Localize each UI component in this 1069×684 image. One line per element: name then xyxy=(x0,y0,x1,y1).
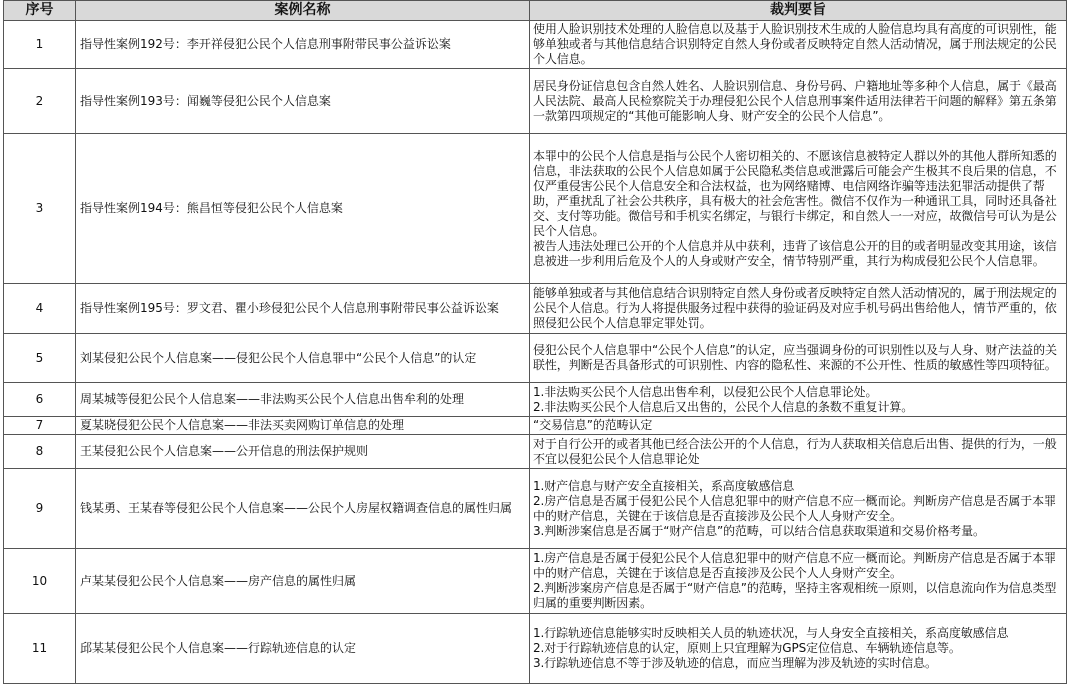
row-number: 6 xyxy=(4,383,76,417)
row-number: 10 xyxy=(4,549,76,614)
row-number: 8 xyxy=(4,435,76,469)
ruling-text: 居民身份证信息包含自然人姓名、人脸识别信息、身份号码、户籍地址等多种个人信息，属于《最高人民法院、最高人民检察院关于办理侵犯公民个人信息刑事案件适用法律若干问题的解释》第五条第一款第四项规定的“其他可能影响人身、财产安全的公民个人信息”。 xyxy=(530,69,1067,134)
ruling-text: 对于自行公开的或者其他已经合法公开的个人信息，行为人获取相关信息后出售、提供的行为，一般不宜以侵犯公民个人信息罪论处 xyxy=(530,435,1067,469)
table-row xyxy=(4,21,1067,69)
case-name: 卢某某侵犯公民个人信息案——房产信息的属性归属 xyxy=(76,549,530,614)
row-number: 2 xyxy=(4,69,76,134)
case-name: 夏某晓侵犯公民个人信息案——非法买卖网购订单信息的处理 xyxy=(76,417,530,435)
ruling-text: 1.财产信息与财产安全直接相关，系高度敏感信息 2.房产信息是否属于侵犯公民个人信息犯罪中的财产信息不应一概而论。判断房产信息是否属于本罪中的财产信息，关键在于该信息是否直接涉及公民个人人身财产安全。 3.判断涉案信息是否属于“财产信息”的范畴，可以结合信息获取渠道和交易价格考量。 xyxy=(530,469,1067,549)
case-name: 指导性案例195号：罗文君、瞿小珍侵犯公民个人信息刑事附带民事公益诉讼案 xyxy=(76,284,530,334)
case-name: 邱某某侵犯公民个人信息案——行踪轨迹信息的认定 xyxy=(76,614,530,684)
table-row xyxy=(4,334,1067,383)
case-name: 王某侵犯公民个人信息案——公开信息的刑法保护规则 xyxy=(76,435,530,469)
table-row xyxy=(4,435,1067,469)
row-number: 9 xyxy=(4,469,76,549)
table-row xyxy=(4,469,1067,549)
table-row xyxy=(4,134,1067,284)
row-number: 5 xyxy=(4,334,76,383)
case-name: 周某城等侵犯公民个人信息案——非法购买公民个人信息出售牟利的处理 xyxy=(76,383,530,417)
row-number: 1 xyxy=(4,21,76,69)
ruling-text: 本罪中的公民个人信息是指与公民个人密切相关的、不愿该信息被特定人群以外的其他人群所知悉的信息，非法获取的公民个人信息如属于公民隐私类信息或泄露后可能会产生极其不良后果的信息，不仅严重侵害公民个人信息安全和合法权益，也为网络赌博、电信网络诈骗等违法犯罪活动提供了帮助，严重扰乱了社会公共秩序，具有极大的社会危害性。微信不仅作为一种通讯工具，同时还具备社交、支付等功能。微信号和手机实名绑定，与银行卡绑定，和自然人一一对应，故微信号可认为是公民个人信息。 被告人违法处理已公开的个人信息并从中获利，违背了该信息公开的目的或者明显改变其用途，该信息被进一步利用后危及个人的人身或财产安全，情节特别严重，其行为构成侵犯公民个人信息罪。 xyxy=(530,134,1067,284)
ruling-text: “交易信息”的范畴认定 xyxy=(530,417,1067,435)
header-case-name: 案例名称 xyxy=(76,1,530,21)
case-name: 指导性案例193号：闻巍等侵犯公民个人信息案 xyxy=(76,69,530,134)
table-row xyxy=(4,383,1067,417)
row-number: 7 xyxy=(4,417,76,435)
ruling-text: 侵犯公民个人信息罪中“公民个人信息”的认定，应当强调身份的可识别性以及与人身、财产法益的关联性，判断是否具备形式的可识别性、内容的隐私性、来源的不公开性、性质的敏感性等四项特征。 xyxy=(530,334,1067,383)
case-table xyxy=(3,0,1067,684)
case-name: 钱某勇、王某春等侵犯公民个人信息案——公民个人房屋权籍调查信息的属性归属 xyxy=(76,469,530,549)
header-no: 序号 xyxy=(4,1,76,21)
case-name: 指导性案例192号：李开祥侵犯公民个人信息刑事附带民事公益诉讼案 xyxy=(76,21,530,69)
ruling-text: 1.房产信息是否属于侵犯公民个人信息犯罪中的财产信息不应一概而论。判断房产信息是否属于本罪中的财产信息，关键在于该信息是否直接涉及公民个人人身财产安全。 2.判断涉案房产信息是否属于“财产信息”的范畴，坚持主客观相统一原则，以信息流向作为信息类型归属的重要判断因素。 xyxy=(530,549,1067,614)
header-row xyxy=(4,1,1067,21)
case-name: 指导性案例194号：熊昌恒等侵犯公民个人信息案 xyxy=(76,134,530,284)
row-number: 4 xyxy=(4,284,76,334)
case-name: 刘某侵犯公民个人信息案——侵犯公民个人信息罪中“公民个人信息”的认定 xyxy=(76,334,530,383)
ruling-text: 能够单独或者与其他信息结合识别特定自然人身份或者反映特定自然人活动情况的，属于刑法规定的公民个人信息。行为人将提供服务过程中获得的验证码及对应手机号码出售给他人，情节严重的，依照侵犯公民个人信息罪定罪处罚。 xyxy=(530,284,1067,334)
ruling-text: 1.行踪轨迹信息能够实时反映相关人员的轨迹状况，与人身安全直接相关，系高度敏感信息 2.对于行踪轨迹信息的认定，原则上只宜理解为GPS定位信息、车辆轨迹信息等。 3.行踪轨迹信息不等于涉及轨迹的信息，而应当理解为涉及轨迹的实时信息。 xyxy=(530,614,1067,684)
ruling-text: 1.非法购买公民个人信息出售牟利，以侵犯公民个人信息罪论处。 2.非法购买公民个人信息后又出售的，公民个人信息的条数不重复计算。 xyxy=(530,383,1067,417)
header-ruling: 裁判要旨 xyxy=(530,1,1067,21)
table-row xyxy=(4,417,1067,435)
table-row xyxy=(4,69,1067,134)
table-row xyxy=(4,549,1067,614)
table-row xyxy=(4,284,1067,334)
row-number: 3 xyxy=(4,134,76,284)
ruling-text: 使用人脸识别技术处理的人脸信息以及基于人脸识别技术生成的人脸信息均具有高度的可识别性，能够单独或者与其他信息结合识别特定自然人身份或者反映特定自然人活动情况，属于刑法规定的公民个人信息。 xyxy=(530,21,1067,69)
table-row xyxy=(4,614,1067,684)
row-number: 11 xyxy=(4,614,76,684)
